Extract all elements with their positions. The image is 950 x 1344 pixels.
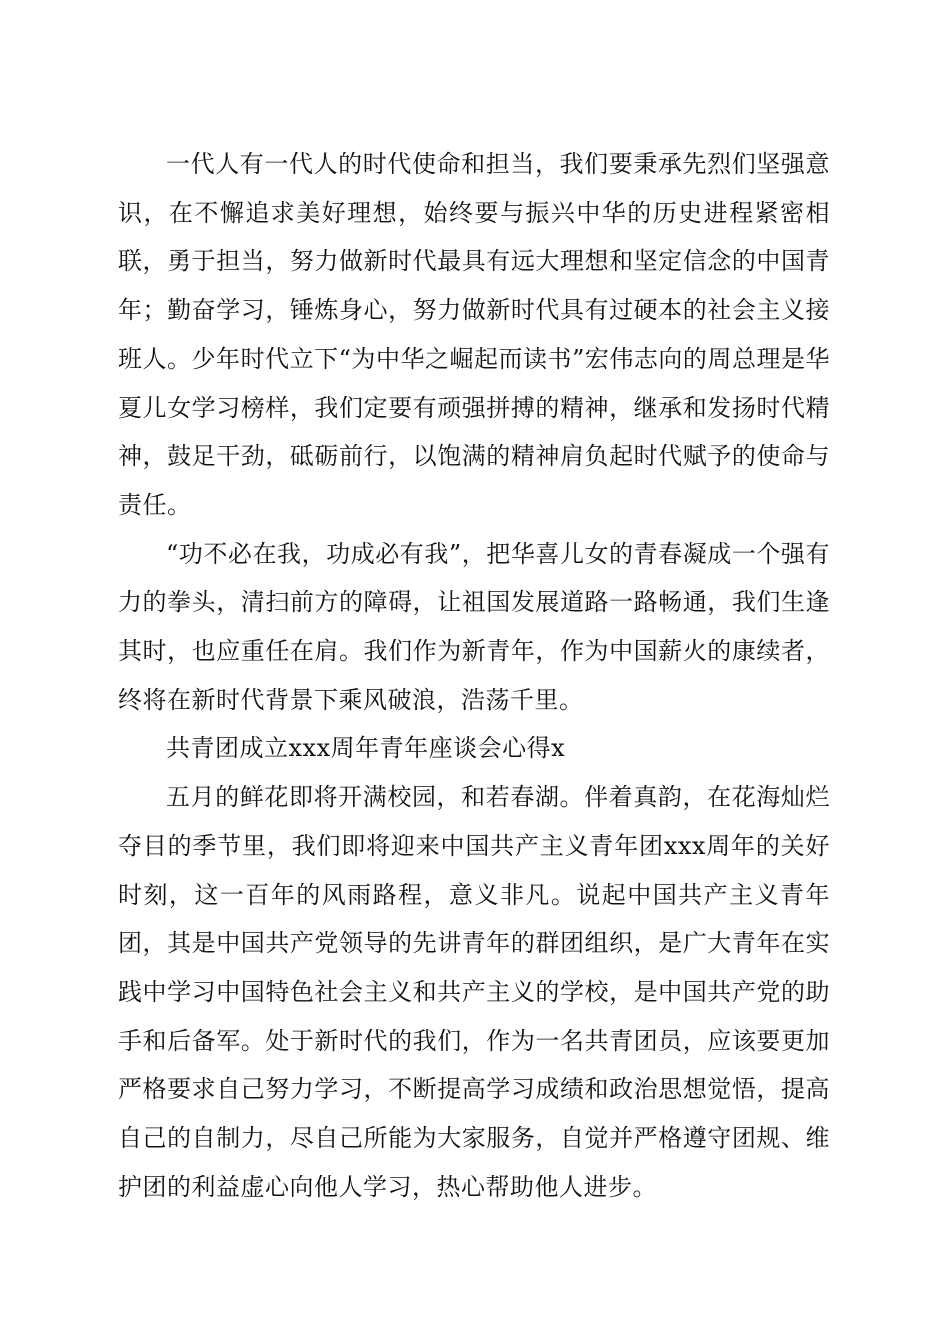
paragraph-success-not-me: “功不必在我，功成必有我”，把华喜儿女的青春凝成一个强有力的拳头，清扫前方的障碍，让祖国发展道路一路畅通，我们生逢其时，也应重任在肩。我们作为新青年，作为中国薪火的康续者，终将在新时代背景下乘风破浪，浩荡千里。 <box>118 539 830 714</box>
paragraph-may-flowers: 五月的鲜花即将开满校园，和若春湖。伴着真韵，在花海灿烂夺目的季节里，我们即将迎来中国共产主义青年团xxx周年的关好时刻，这一百年的风雨路程，意义非凡。说起中国共产主义青年团，其是中国共产党领导的先讲青年的群团组织，是广大青年在实践中学习中国特色社会主义和共产主义的学校，是中国共产党的助手和后备军。处于新时代的我们，作为一名共青团员，应该要更加严格要求自己努力学习，不断提高学习成绩和政治思想觉悟，提高自己的自制力，尽自己所能为大家服务，自觉并严格遵守团规、维护团的利益虚心向他人学习，热心帮助他人进步。 <box>118 783 830 1201</box>
section-title: 共青团成立xxx周年青年座谈会心得x <box>166 734 566 763</box>
paragraph-era-mission: 一代人有一代人的时代使命和担当，我们要秉承先烈们坚强意识，在不懈追求美好理想，始终要与振兴中华的历史进程紧密相联，勇于担当，努力做新时代最具有远大理想和坚定信念的中国青年；勤奋学习，锤炼身心，努力做新时代具有过硬本的社会主义接班人。少年时代立下“为中华之崛起而读书”宏伟志向的周总理是华夏儿女学习榜样，我们定要有顽强拼搏的精神，继承和发扬时代精神，鼓足干劲，砥砺前行，以饱满的精神肩负起时代赋予的使命与责任。 <box>118 150 830 519</box>
document-body <box>118 140 830 1211</box>
